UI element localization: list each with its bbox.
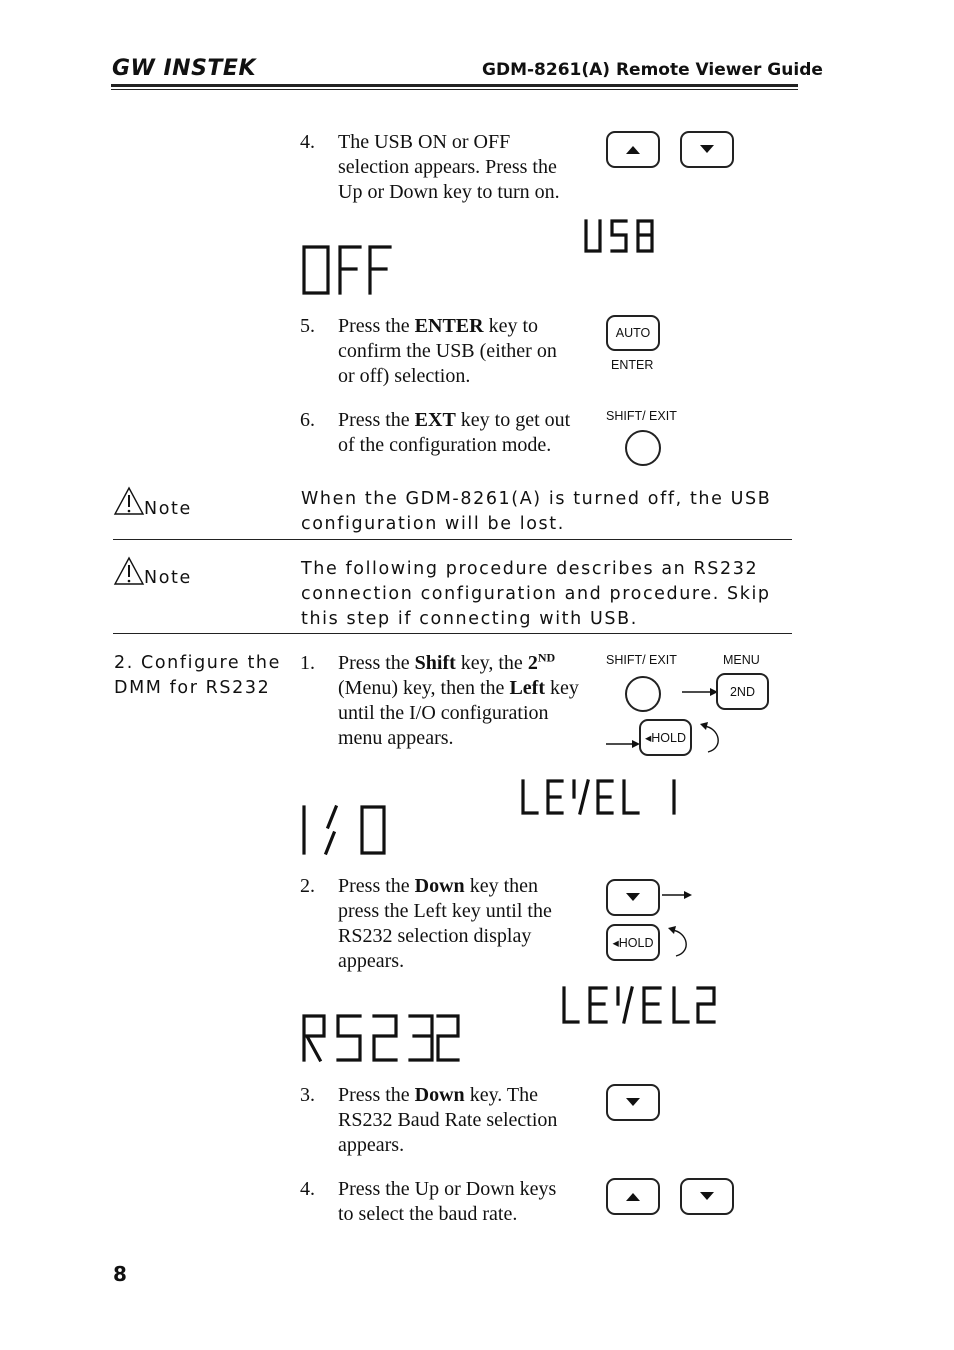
enter-label: ENTER	[611, 358, 654, 372]
repeat-arrow-icon	[694, 718, 728, 758]
page-number: 8	[113, 1262, 127, 1286]
down-key[interactable]	[606, 1084, 660, 1121]
down-key[interactable]	[680, 1178, 734, 1215]
lcd-main-off	[304, 247, 390, 293]
section-heading: 2. Configure the DMM for RS232	[114, 653, 281, 698]
arrow-right-icon	[660, 887, 696, 903]
repeat-arrow-icon	[662, 922, 696, 962]
step-number: 3.	[300, 1084, 315, 1106]
section-divider	[113, 539, 792, 540]
shift-exit-label: SHIFT/ EXIT	[606, 653, 677, 667]
step-text: Press the Down key. The RS232 Baud Rate selection appears.	[338, 1084, 558, 1156]
header-rule	[111, 84, 798, 87]
step-number: 1.	[300, 652, 315, 674]
warning-icon	[113, 486, 145, 516]
shift-exit-key[interactable]	[625, 676, 661, 712]
menu-label: MENU	[723, 653, 760, 667]
down-arrow-icon	[682, 133, 732, 166]
left-hold-key[interactable]: ◂HOLD	[639, 719, 692, 756]
step-text: Press the Shift key, the 2ND (Menu) key, then the Left key until the I/O configuration menu appears.	[338, 650, 579, 749]
note-text: When the GDM-8261(A) is turned off, the USB configuration will be lost.	[301, 489, 772, 534]
down-arrow-icon	[608, 1086, 658, 1119]
step-text: The USB ON or OFF selection appears. Press the Up or Down key to turn on.	[338, 131, 560, 203]
step-number: 2.	[300, 875, 315, 897]
note-label: Note	[144, 568, 192, 588]
lcd-sub-level1	[523, 781, 674, 813]
step-text: Press the Up or Down keys to select the baud rate.	[338, 1178, 557, 1225]
down-key[interactable]	[680, 131, 734, 168]
brand-logo: GW INSTEK	[112, 56, 257, 81]
arrow-right-icon	[680, 684, 720, 700]
note-label: Note	[144, 499, 192, 519]
up-arrow-icon	[608, 1180, 658, 1213]
section-divider	[113, 633, 792, 634]
up-key[interactable]	[606, 1178, 660, 1215]
note-text: The following procedure describes an RS232 connection configuration and procedure. Skip this step if connecting with USB.	[301, 559, 771, 629]
lcd-main-rs232	[304, 1016, 458, 1060]
up-key[interactable]	[606, 131, 660, 168]
lcd-sub-level2	[564, 988, 714, 1022]
auto-enter-key[interactable]: AUTO	[606, 315, 660, 351]
step-number: 6.	[300, 409, 315, 431]
step-text: Press the EXT key to get out of the configuration mode.	[338, 409, 571, 456]
second-menu-key[interactable]: 2ND	[716, 673, 769, 710]
warning-icon	[113, 556, 145, 586]
lcd-display-io	[296, 775, 716, 865]
shift-exit-key[interactable]	[625, 430, 661, 466]
step-number: 4.	[300, 1178, 315, 1200]
header-rule-thin	[111, 89, 798, 90]
down-arrow-icon	[682, 1180, 732, 1213]
lcd-display-usb	[296, 213, 696, 303]
page-header-title: GDM-8261(A) Remote Viewer Guide	[482, 60, 823, 80]
lcd-main-io	[304, 807, 384, 853]
step-text: Press the ENTER key to confirm the USB (either on or off) selection.	[338, 315, 557, 387]
arrow-right-icon	[604, 736, 644, 752]
down-key[interactable]	[606, 879, 660, 916]
down-arrow-icon	[608, 881, 658, 914]
step-number: 5.	[300, 315, 315, 337]
up-arrow-icon	[608, 133, 658, 166]
lcd-sub-usb	[586, 221, 652, 251]
left-hold-key[interactable]: ◂HOLD	[606, 924, 660, 961]
shift-exit-label: SHIFT/ EXIT	[606, 409, 677, 423]
lcd-display-rs232	[296, 980, 736, 1070]
step-number: 4.	[300, 131, 315, 153]
step-text: Press the Down key then press the Left key until the RS232 selection display appears.	[338, 875, 552, 972]
